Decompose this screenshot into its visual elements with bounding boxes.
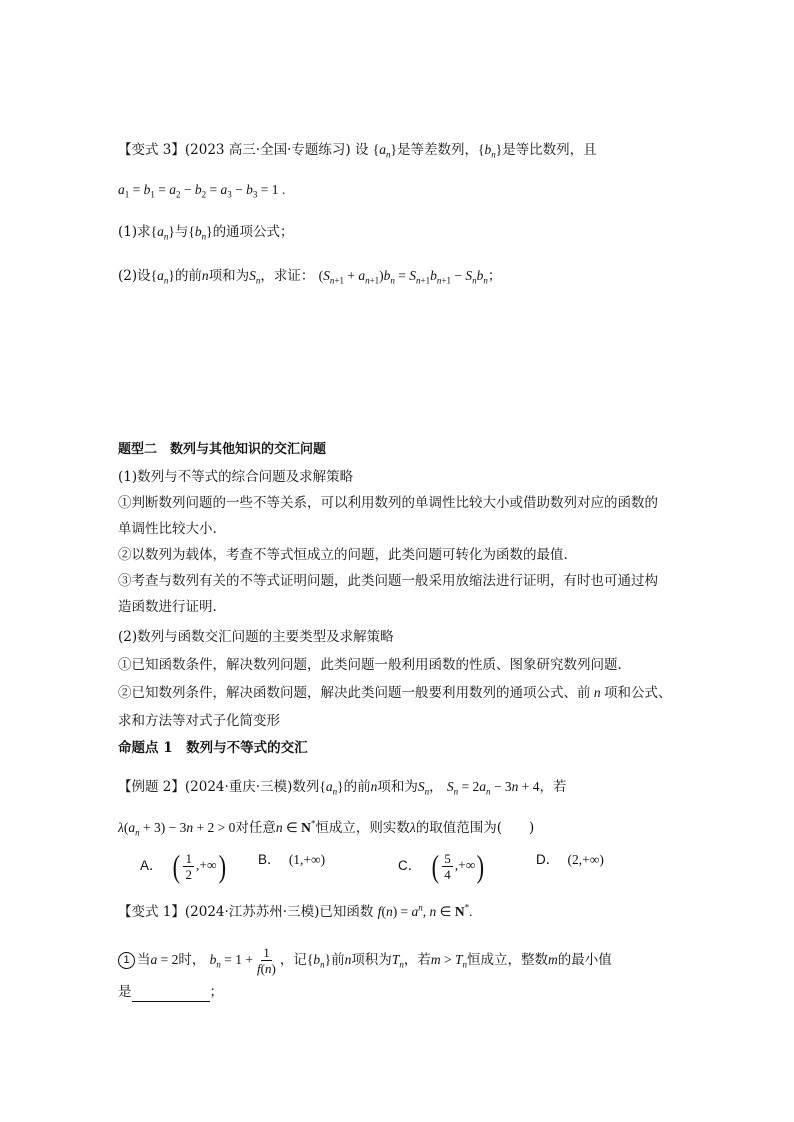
text: ，求证：	[260, 268, 315, 284]
example2-source: (2024·重庆·三模)	[184, 779, 293, 795]
variant3-q1: (1)求$\{a_n\}$与$\{b_n\}$的通项公式；	[118, 224, 294, 242]
section-p1-c1: ③考查与数列有关的不等式证明问题，此类问题一般采用放缩法进行证明，有时也可通过构	[118, 573, 658, 589]
option-label: B．	[258, 852, 281, 867]
text: ②已知数列条件，解决函数问题，解决此类问题一般要利用数列的通项公式、前	[118, 685, 591, 701]
text: (1)求	[118, 224, 151, 240]
text: 对任意	[235, 820, 276, 836]
text: 项和为	[377, 779, 418, 795]
text: 的最小值	[557, 952, 612, 968]
text: ，记	[279, 952, 307, 968]
section-p2-b2: 求和方法等对式子化简变形	[118, 713, 280, 729]
point1-title: 命题点 1 数列与不等式的交汇	[118, 740, 308, 756]
text: ，若	[403, 952, 431, 968]
text: 已知函数	[319, 904, 374, 920]
text: 的通项公式；	[212, 224, 294, 240]
example2-line2: $\lambda(a_n + 3) - 3n + 2 > 0$对任意n ∈ N*恒成立，则实数λ的取值范围为( )	[118, 818, 535, 838]
variant3-given: $a_1 = b_1 = a_2 - b_2 = a_3 - b_3 = 1$ .	[118, 182, 286, 200]
variant1-q1: 1 当a = 2时， $b_n = 1$ + $\frac{1}{f(n)}$ ，记$\{b_n\}$前n项积为$T_n$，若$m > T_n$恒成立，整数m的最小值	[118, 945, 612, 976]
text: 设	[354, 142, 369, 158]
variant1-line1: 【变式 1】(2024·江苏苏州·三模)已知函数 $f(n) = a^n$, n ∈ N*.	[118, 902, 473, 920]
option-a[interactable]: A． ( $\frac{1}{2}$ ,+∞)	[140, 848, 226, 884]
text: 是	[118, 984, 132, 1000]
option-b[interactable]: B． (1,+∞)	[258, 852, 326, 867]
variant1-source: (2024·江苏苏州·三模)	[184, 904, 320, 920]
text: ，	[429, 779, 443, 795]
section-p1-a1: ①判断数列问题的一些不等关系，可以利用数列的单调性比较大小或借助数列对应的函数的	[118, 495, 658, 511]
text: 时，	[178, 952, 206, 968]
variant3-source: (2023 高三·全国·专题练习)	[184, 142, 351, 158]
text: ；	[209, 984, 223, 1000]
option-d[interactable]: D． (2,+∞)	[536, 852, 604, 867]
section-p1-a2: 单调性比较大小.	[118, 521, 217, 537]
variant1-q1-cont	[118, 982, 223, 1002]
variant1-tag: 【变式 1】	[118, 904, 185, 920]
text: 当	[137, 952, 151, 968]
text: 是等差数列，	[396, 142, 478, 158]
text: 项积为	[351, 952, 392, 968]
answer-blank[interactable]	[132, 987, 210, 1002]
circled-number: 1	[118, 952, 135, 969]
section-p1-head: (1)数列与不等式的综合问题及求解策略	[118, 469, 354, 485]
variant3-q2: (2)设$\{a_n\}$的前n项和为$S_n$，求证： $(S_{n+1} + a_{n+1})b_n = S_{n+1}b_{n+1} - S_nb_n$；	[118, 268, 502, 286]
text: 恒成立，整数	[466, 952, 548, 968]
example2-line1: 【例题 2】(2024·重庆·三模)数列$\{a_n\}$的前n项和为$S_n$， $S_n = 2a_n - 3n + 4$，若	[118, 779, 567, 797]
variant3-tag: 【变式 3】	[118, 142, 185, 158]
text: ，若	[539, 779, 567, 795]
option-label: A．	[140, 857, 163, 873]
section-p1-c2: 造函数进行证明.	[118, 599, 217, 615]
section-title: 题型二 数列与其他知识的交汇问题	[118, 442, 327, 457]
text: 的前	[343, 779, 371, 795]
example2-tag: 【例题 2】	[118, 779, 185, 795]
option-label: D．	[536, 852, 560, 867]
text: 项和为	[208, 268, 250, 284]
section-p2-a: ①已知函数条件，解决数列问题，此类问题一般利用函数的性质、图象研究数列问题.	[118, 657, 622, 673]
text: 的前	[174, 268, 202, 284]
section-p1-b: ②以数列为载体，考查不等式恒成立的问题，此类问题可转化为函数的最值.	[118, 547, 568, 563]
section-p2-b1: ②已知数列条件，解决函数问题，解决此类问题一般要利用数列的通项公式、前 n 项和公式、	[118, 685, 672, 701]
text: 项和公式、	[604, 685, 672, 701]
text: 数列	[292, 779, 320, 795]
text: 前	[331, 952, 345, 968]
text: 的取值范围为( )	[415, 820, 535, 836]
text: (2)设	[118, 268, 151, 284]
section-p2-head: (2)数列与函数交汇问题的主要类型及求解策略	[118, 629, 394, 645]
option-label: C．	[398, 857, 422, 873]
text: 是等比数列，且	[502, 142, 597, 158]
variant3-line1: 【变式 3】(2023 高三·全国·专题练习) 设 $\{a_n\}$是等差数列，$\{b_n\}$是等比数列，且	[118, 142, 597, 160]
option-c[interactable]: C． ( $\frac{5}{4}$ ,+∞)	[398, 848, 485, 884]
text: 恒成立，则实数	[315, 820, 410, 836]
text: 与	[174, 224, 189, 240]
text: ；	[487, 268, 502, 284]
